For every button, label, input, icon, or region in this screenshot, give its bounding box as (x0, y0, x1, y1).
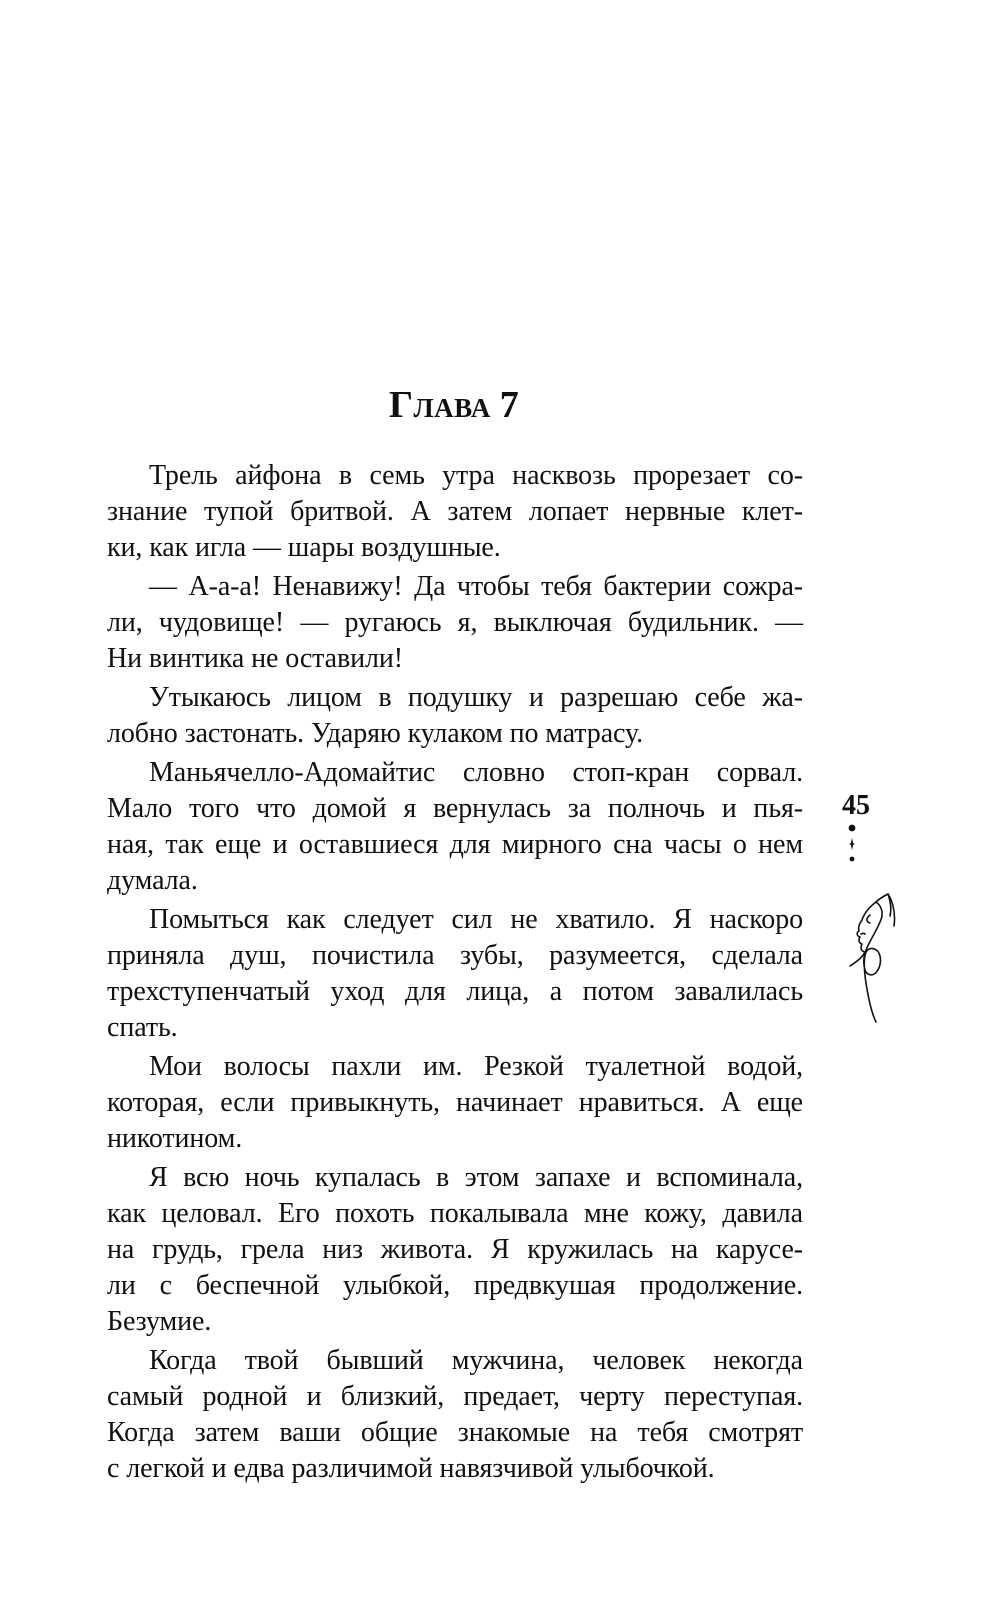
text-line: с легкой и едва различимой навязчивой улыбочкой. (107, 1453, 715, 1484)
text-line: ли с беспечной улыбкой, предвкушая продолжение. (107, 1270, 803, 1301)
text-line: Утыкаюсь лицом в подушку и разрешаю себе жа- (149, 682, 803, 713)
chapter-title (0, 384, 908, 429)
text-line: ли, чудовище! — ругаюсь я, выключая будильник. — (107, 607, 803, 638)
page-number: 45 (842, 790, 870, 821)
text-line: никотином. (107, 1123, 243, 1154)
paragraph (107, 1343, 803, 1487)
text-line: ная, так еще и оставшиеся для мирного сна часы о нем (107, 829, 803, 860)
paragraph (107, 680, 803, 752)
text-line: — А-а-а! Ненавижу! Да чтобы тебя бактерии сожра- (149, 571, 803, 602)
text-line: Безумие. (107, 1306, 212, 1337)
paragraph (107, 458, 803, 566)
face-line-art-icon (826, 790, 916, 1090)
text-line: как целовал. Его похоть покалывала мне кожу, давила (107, 1198, 803, 1229)
body-text (107, 458, 803, 1490)
text-line: Трель айфона в семь утра насквозь прорезает со- (149, 460, 803, 491)
text-line: приняла душ, почистила зубы, разумеется, сделала (107, 940, 803, 971)
text-line: знание тупой бритвой. А затем лопает нервные клет- (107, 496, 803, 527)
text-line: трехступенчатый уход для лица, а потом завалилась (107, 976, 803, 1007)
text-line: Мои волосы пахли им. Резкой туалетной водой, (149, 1051, 803, 1082)
chapter-title-rest: ЛАВА (413, 393, 491, 423)
text-line: Когда твой бывший мужчина, человек некогда (149, 1345, 803, 1376)
paragraph (107, 569, 803, 677)
paragraph (107, 1049, 803, 1157)
text-line: ки, как игла — шары воздушные. (107, 532, 501, 563)
text-line: думала. (107, 865, 198, 896)
page-margin-decoration (826, 790, 916, 1090)
paragraph (107, 1160, 803, 1340)
chapter-title-initial: Г (388, 384, 414, 426)
paragraph (107, 902, 803, 1046)
dot-ornament-icon (849, 825, 856, 862)
text-line: спать. (107, 1012, 178, 1043)
text-line: Когда затем ваши общие знакомые на тебя смотрят (107, 1417, 803, 1448)
text-line: Ни винтика не оставили! (107, 643, 403, 674)
text-line: Маньячелло-Адомайтис словно стоп-кран сорвал. (149, 757, 803, 788)
text-line: на грудь, грела низ живота. Я кружилась на карусе- (107, 1234, 803, 1265)
paragraph-gap (107, 1487, 803, 1490)
text-line: Я всю ночь купалась в этом запахе и вспоминала, (149, 1162, 803, 1193)
chapter-number: 7 (499, 384, 520, 426)
paragraph (107, 755, 803, 899)
text-line: самый родной и близкий, предает, черту переступая. (107, 1381, 803, 1412)
text-line: которая, если привыкнуть, начинает нравиться. А еще (107, 1087, 803, 1118)
text-line: Помыться как следует сил не хватило. Я наскоро (149, 904, 803, 935)
text-line: лобно застонать. Ударяю кулаком по матрасу. (107, 718, 643, 749)
text-line: Мало того что домой я вернулась за полночь и пья- (107, 793, 803, 824)
